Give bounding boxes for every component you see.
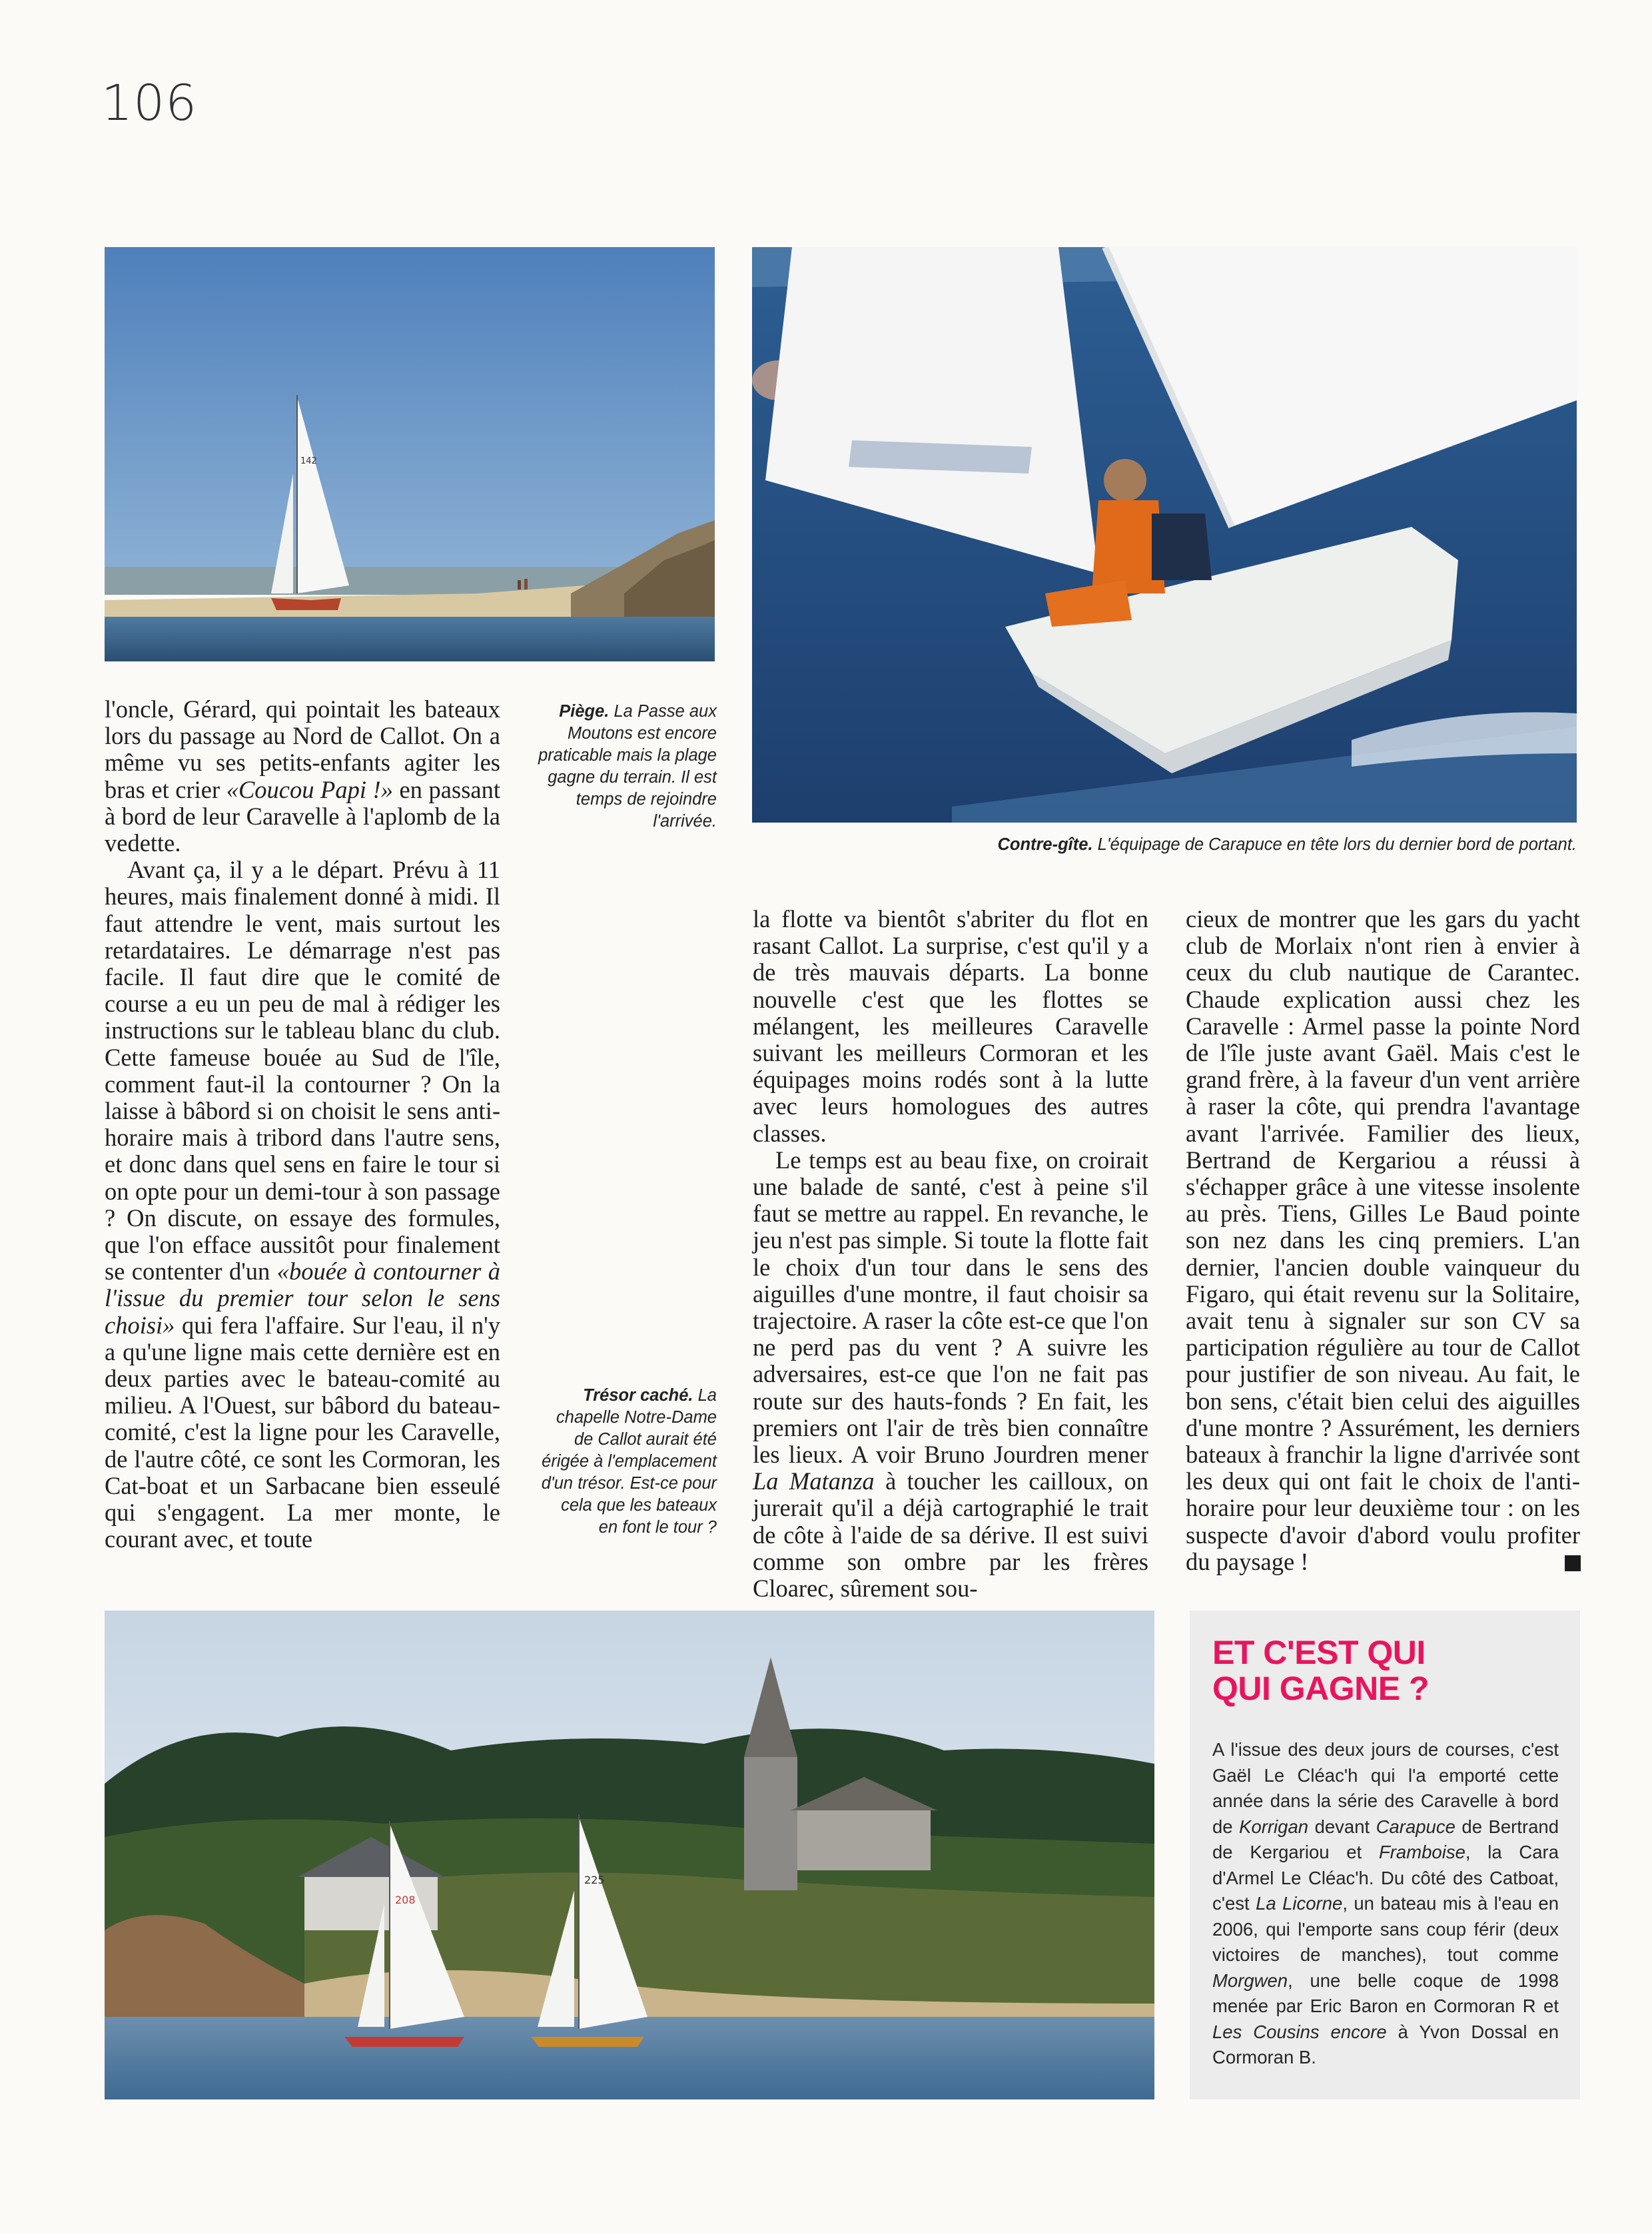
left-sail-number: 208 [395,1894,416,1906]
right-sail-number: 225 [584,1874,605,1886]
article-text: l'oncle, Gérard, qui pointait les bateaux lors du passage au Nord de Callot. On a même vu ses petits-enfants agiter les bras et crier [105,695,500,803]
article-text: en passant à bord de leur Caravelle à l'aplomb de la vedette. [105,775,500,857]
article-paragraph [105,857,500,1553]
article-paragraph [105,696,500,857]
beach-sail-number: 142 [300,456,317,466]
caption-tresor [538,1385,717,1539]
article-quote: «bouée à contourner à l'issue du premier tour selon le sens choisi» [105,1258,500,1339]
article-text: Avant ça, il y a le départ. Prévu à 11 heures, mais finalement donné à midi. Il faut attendre le vent, mais surtout les retardataires. Le démarrage n'est pas facile. Il faut dire que le comité de course a eu un peu de mal à rédiger les instructions sur le tableau blanc du club. Cette fameuse bouée au Sud de l'île, comment faut-il la contourner ? On la laisse à bâbord si on choisit le sens anti-horaire mais à tribord dans l'autre sens, et donc dans quel sens en faire le tour si on opte pour un demi-tour à son passage ? On discute, on essaye des formules, que l'on efface aussitôt pour finalement se contenter d'un [105,856,500,1286]
boat-name: Les Cousins encore [1212,2021,1387,2042]
sidebar-title-line: QUI GAGNE ? [1212,1670,1430,1707]
caption-text: La chapelle Notre-Dame de Callot aurait été érigée à l'emplacement d'un trésor. Est-ce pour cela que les bateaux en font le tour ? [541,1386,717,1537]
sidebar-text-part: , la Cara d'Armel Le Cléac'h. Du côté des Catboat, c'est [1212,1842,1559,1914]
photo-carapuce-crew [752,247,1577,823]
article-end-mark [1565,1555,1581,1571]
sidebar-text-part: devant [1308,1816,1376,1837]
caption-lead: Piège. [559,702,610,721]
boat-name: Korrigan [1239,1816,1309,1837]
caption-contre-gite [752,834,1577,856]
photo-beach-sailboat [105,247,715,661]
sidebar-title-line: ET C'EST QUI [1212,1634,1426,1671]
article-text: cieux de montrer que les gars du yacht club de Morlaix n'ont rien à envier à ceux du club nautique de Carantec. Chaude explication aussi chez les Caravelle : Armel passe la pointe Nord de l'île juste avant Gaël. Mais c'est le grand frère, à la faveur d'un vent arrière à raser la côte, qui prendra l'avantage avant l'arrivée. Familier des lieux, Bertrand de Kergariou a réussi à s'échapper grâce à une vitesse insolente au près. Tiens, Gilles Le Baud pointe son nez dans les cinq premiers. L'an dernier, l'ancien double vainqueur du Figaro, qui était revenu sur la Solitaire, avait tenu à signaler sur son CV sa participation régulière au tour de Callot pour justifier de son niveau. Au fait, le bon sens, c'était bien celui des aiguilles d'une montre ? Assurément, les derniers bateaux à franchir la ligne d'arrivée sont les deux qui ont fait le choix de l'anti-horaire pour leur deuxième tour : on les suspecte d'avoir d'abord voulu profiter du paysage ! [1186,905,1580,1575]
page-number: 106 [101,75,198,132]
sidebar-text-part: de Bertrand de Kergariou et [1212,1816,1559,1862]
sidebar-text [1212,1737,1559,2071]
article-column-2 [753,906,1148,1602]
caption-lead: Trésor caché. [583,1386,693,1405]
boat-name: Morgwen [1212,1970,1288,1991]
article-text: Le temps est au beau fixe, on croirait une balade de santé, c'est à peine s'il faut se mettre au rappel. En revanche, le jeu n'est pas simple. Si toute la flotte fait le choix d'un tour dans le sens des aiguilles d'une montre, il faut choisir sa trajectoire. A raser la côte est-ce que l'on ne perd pas du vent ? A suivre les adversaires, est-ce que l'on ne fait pas route sur des hauts-fonds ? En fait, les premiers ont l'air de très bien connaître les lieux. A voir Bruno Jourdren mener [753,1146,1148,1469]
article-column-3 [1186,906,1580,1575]
caption-lead: Contre-gîte. [997,835,1093,854]
caption-piege [538,701,717,833]
article-text: qui fera l'affaire. Sur l'eau, il n'y a qu'une ligne mais cette dernière est en deux parties avec le bateau-comité au milieu. A l'Ouest, sur bâbord du bateau-comité, c'est la ligne pour les Caravelle, de l'autre côté, ce sont les Cormoran, les Cat-boat et un Sarbacane bien esseulé qui s'engagent. La mer monte, le courant avec, et toute [105,1311,500,1553]
sidebar-box [1190,1611,1580,2099]
caption-text: La Passe aux Moutons est encore praticable mais la plage gagne du terrain. Il est temps de rejoindre l'arrivée. [538,702,717,831]
photo-chapel-callot [105,1611,1154,2099]
article-column-1 [105,696,500,1553]
article-text: à toucher les cailloux, on jurerait qu'il a déjà cartographié le trait de côte à l'aide de sa dérive. Il est suivi comme son ombre par les frères Cloarec, sûrement sou- [753,1467,1148,1603]
caption-text: L'équipage de Carapuce en tête lors du dernier bord de portant. [1097,835,1577,854]
article-paragraph: la flotte va bientôt s'abriter du flot en rasant Callot. La surprise, c'est qu'il y a de très mauvais départs. La bonne nouvelle c'est que les flottes se mélangent, les meilleures Caravelle suivant les meilleurs Cormoran et les équipages moins rodés sont à la lutte avec leurs homologues des autres classes. [753,905,1148,1147]
article-paragraph [753,1147,1148,1602]
boat-name: La Licorne [1256,1893,1343,1914]
boat-name: Carapuce [1376,1816,1455,1837]
article-quote: «Coucou Papi !» [226,775,393,803]
article-paragraph [1186,906,1580,1575]
sidebar-text-part: , une belle coque de 1998 menée par Eric Baron en Cormoran R et [1212,1970,1559,2016]
boat-name: La Matanza [753,1467,875,1495]
sidebar-text-part: , un bateau mis à l'eau en 2006, qui l'emporte sans coup férir (deux victoires de manches), tout comme [1212,1893,1559,1965]
sidebar-text-part: à Yvon Dossal en Cormoran B. [1212,2021,1559,2067]
sidebar-text-part: A l'issue des deux jours de courses, c'est Gaël Le Cléac'h qui l'a emporté cette année dans la série des Caravelle à bord de [1212,1739,1559,1837]
boat-name: Framboise [1378,1842,1465,1862]
sidebar-title [1212,1635,1559,1706]
